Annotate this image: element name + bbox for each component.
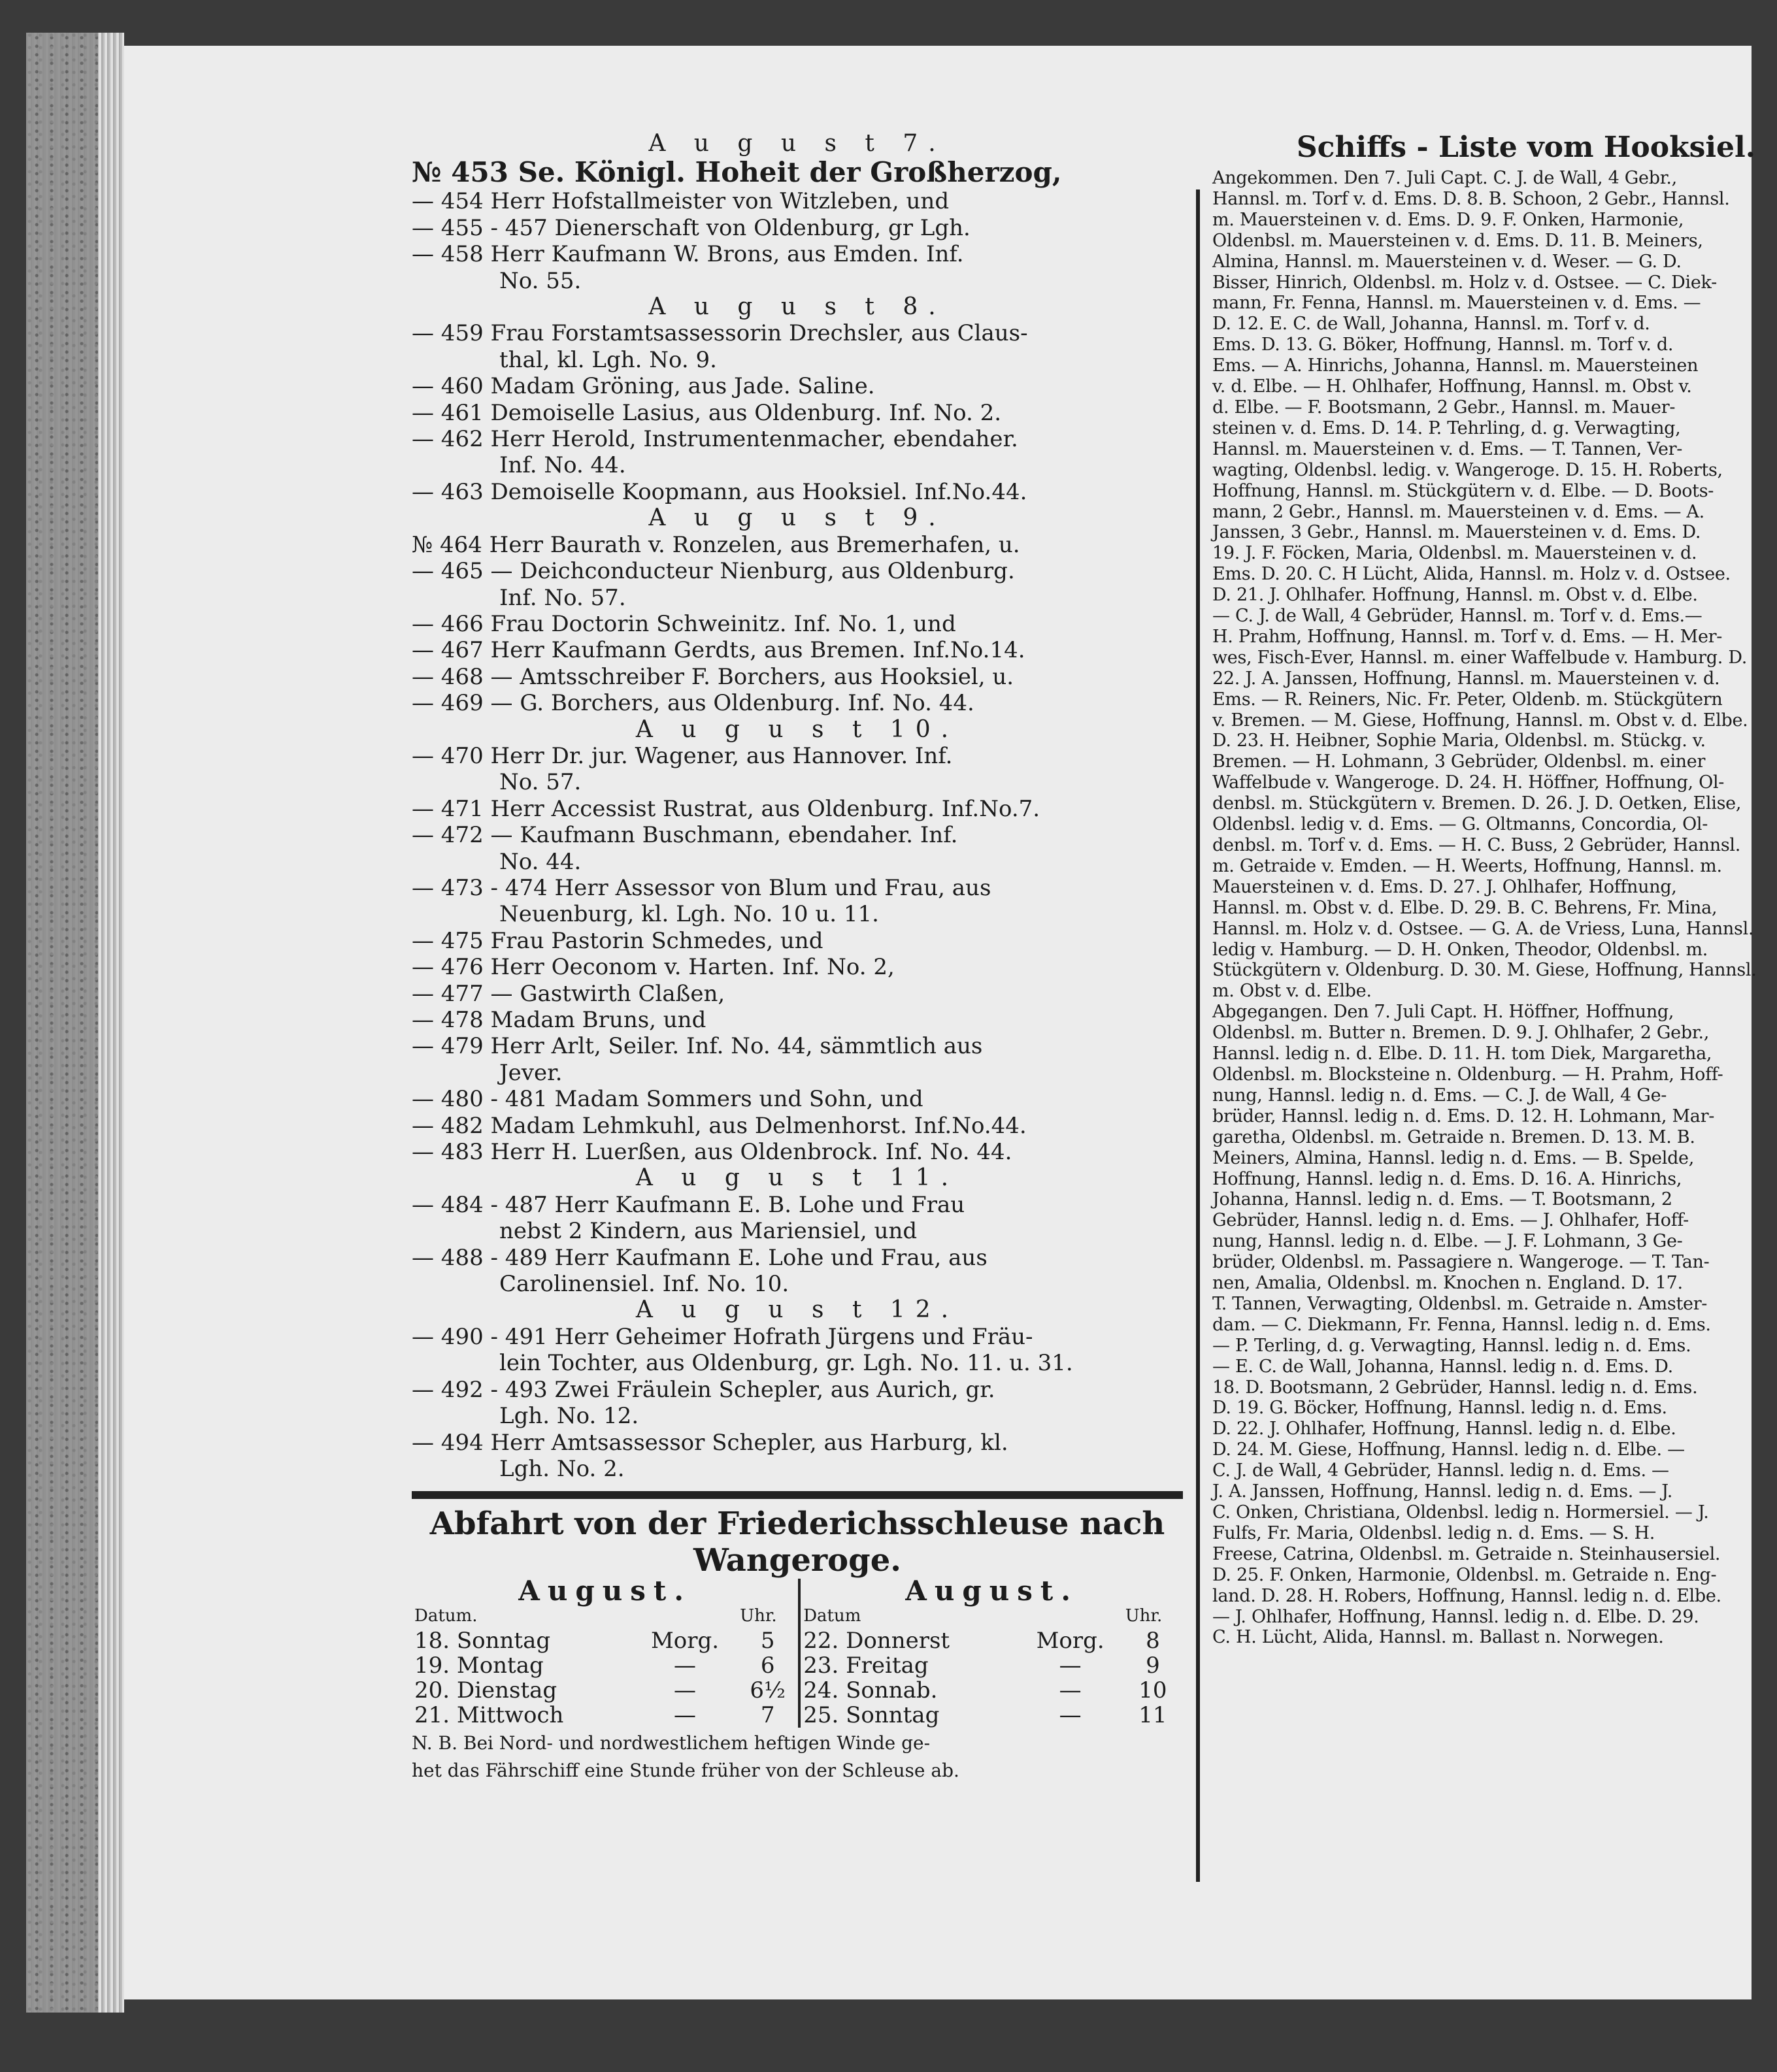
guest-entry: — 469 — G. Borchers, aus Oldenburg. Inf. No. 44. xyxy=(412,690,974,717)
ship-entry: Ems. — A. Hinrichs, Johanna, Hannsl. m. Mauersteinen xyxy=(1212,355,1699,376)
ship-entry: wagting, Oldenbsl. ledig. v. Wangeroge. D. 15. H. Roberts, xyxy=(1212,459,1723,480)
ship-entry: Gebrüder, Hannsl. ledig n. d. Ems. — J. Ohlhafer, Hoff- xyxy=(1212,1210,1689,1231)
ship-entry: v. d. Elbe. — H. Ohlhafer, Hoffnung, Hannsl. m. Obst v. xyxy=(1212,376,1692,397)
ferry-cell-u2: 11 xyxy=(1138,1702,1167,1729)
ship-entry: Almina, Hannsl. m. Mauersteinen v. d. Weser. — G. D. xyxy=(1212,251,1682,272)
ferry-month-left: August. xyxy=(518,1575,691,1607)
ship-entry: Hannsl. ledig n. d. Elbe. D. 11. H. tom Diek, Margaretha, xyxy=(1212,1044,1712,1064)
ship-entry: nung, Hannsl. ledig n. d. Elbe. — J. F. Lohmann, 3 Ge- xyxy=(1212,1231,1683,1252)
guest-entry: Inf. No. 57. xyxy=(499,584,626,611)
ship-entry: C. H. Lücht, Alida, Hannsl. m. Ballast n. Norwegen. xyxy=(1212,1627,1664,1648)
ferry-col-uhr: Uhr. xyxy=(740,1606,777,1626)
ferry-cell-u1: 6 xyxy=(760,1653,775,1679)
guest-entry: Jever. xyxy=(499,1059,563,1086)
ship-list-title: Schiffs - Liste vom Hooksiel. xyxy=(1296,131,1756,164)
guest-entry: — 479 Herr Arlt, Seiler. Inf. No. 44, sämmtlich aus xyxy=(412,1033,983,1060)
guest-entry: — 478 Madam Bruns, und xyxy=(412,1007,706,1033)
guest-entry: — 460 Madam Gröning, aus Jade. Saline. xyxy=(412,373,875,400)
guest-entry: — 475 Frau Pastorin Schmedes, und xyxy=(412,927,823,954)
guest-entry: — 477 — Gastwirth Claßen, xyxy=(412,980,725,1007)
ship-entry: garetha, Oldenbsl. m. Getraide n. Bremen. D. 13. M. B. xyxy=(1212,1126,1695,1147)
ship-entry: Oldenbsl. m. Blocksteine n. Oldenburg. — H. Prahm, Hoff- xyxy=(1212,1064,1723,1085)
ship-entry: Freese, Catrina, Oldenbsl. m. Getraide n. Steinhausersiel. xyxy=(1212,1543,1721,1564)
guest-entry: — 492 - 493 Zwei Fräulein Schepler, aus Aurich, gr. xyxy=(412,1376,995,1403)
guest-entry: thal, kl. Lgh. No. 9. xyxy=(499,346,717,373)
ship-entry: D. 12. E. C. de Wall, Johanna, Hannsl. m. Torf v. d. xyxy=(1212,314,1650,335)
ferry-cell-t2: Morg. xyxy=(1036,1628,1104,1654)
ship-entry: Ems. D. 13. G. Böker, Hoffnung, Hannsl. m. Torf v. d. xyxy=(1212,335,1674,355)
book-cover-edge xyxy=(26,33,98,2013)
ship-entry: dam. — C. Diekmann, Fr. Fenna, Hannsl. ledig n. d. Ems. xyxy=(1212,1314,1711,1335)
guest-entry: — 490 - 491 Herr Geheimer Hofrath Jürgens und Fräu- xyxy=(412,1323,1033,1350)
guest-entry: — 462 Herr Herold, Instrumentenmacher, ebendaher. xyxy=(412,426,1018,453)
ship-entry: Hoffnung, Hannsl. m. Stückgütern v. d. Elbe. — D. Boots- xyxy=(1212,480,1714,501)
ship-entry: — E. C. de Wall, Johanna, Hannsl. ledig n. d. Ems. D. xyxy=(1212,1356,1673,1377)
guest-entry: — 468 — Amtsschreiber F. Borchers, aus Hooksiel, u. xyxy=(412,663,1014,690)
ship-entry: brüder, Oldenbsl. m. Passagiere n. Wangeroge. — T. Tan- xyxy=(1212,1252,1710,1273)
ship-entry: d. Elbe. — F. Bootsmann, 2 Gebr., Hannsl. m. Mauer- xyxy=(1212,397,1676,418)
guest-entry: No. 44. xyxy=(499,848,582,875)
guest-entry: — 463 Demoiselle Koopmann, aus Hooksiel. Inf.No.44. xyxy=(412,478,1027,505)
ship-entry: nung, Hannsl. ledig n. d. Ems. — C. J. de Wall, 4 Ge- xyxy=(1212,1085,1667,1106)
guest-entry: Lgh. No. 12. xyxy=(499,1403,639,1430)
ferry-col-datum: Datum. xyxy=(414,1606,478,1626)
ship-entry: Janssen, 3 Gebr., Hannsl. m. Mauersteinen v. d. Ems. D. xyxy=(1212,522,1701,543)
ship-entry: J. A. Janssen, Hoffnung, Hannsl. ledig n. d. Ems. — J. xyxy=(1212,1481,1673,1502)
ship-entry: land. D. 28. H. Robers, Hoffnung, Hannsl. ledig n. d. Elbe. xyxy=(1212,1585,1721,1606)
guest-list-column xyxy=(412,131,1183,1783)
ship-entry: D. 19. G. Böcker, Hoffnung, Hannsl. ledig n. d. Ems. xyxy=(1212,1398,1667,1419)
guest-entry: — 454 Herr Hofstallmeister von Witzleben, und xyxy=(412,188,950,215)
guest-entry: — 482 Madam Lehmkuhl, aus Delmenhorst. Inf.No.44. xyxy=(412,1112,1027,1139)
ferry-cell-t2: — xyxy=(1059,1653,1082,1679)
ship-entry: D. 25. F. Onken, Harmonie, Oldenbsl. m. Getraide n. Eng- xyxy=(1212,1564,1717,1585)
ship-entry: v. Bremen. — M. Giese, Hoffnung, Hannsl. m. Obst v. d. Elbe. xyxy=(1212,710,1748,731)
ship-entry: 18. D. Bootsmann, 2 Gebrüder, Hannsl. ledig n. d. Ems. xyxy=(1212,1377,1698,1398)
ferry-cell-t2: — xyxy=(1059,1677,1082,1704)
ship-entry: mann, Fr. Fenna, Hannsl. m. Mauersteinen v. d. Ems. — xyxy=(1212,293,1701,314)
column-divider xyxy=(1196,189,1200,1882)
ship-entry: Mauersteinen v. d. Ems. D. 27. J. Ohlhafer, Hoffnung, xyxy=(1212,876,1677,897)
ship-entry: D. 24. M. Giese, Hoffnung, Hannsl. ledig n. d. Elbe. — xyxy=(1212,1439,1685,1460)
ship-entry: Ems. D. 20. C. H Lücht, Alida, Hannsl. m. Holz v. d. Ostsee. xyxy=(1212,564,1731,585)
ship-entry: steinen v. d. Ems. D. 14. P. Tehrling, d. g. Verwagting, xyxy=(1212,418,1681,438)
guest-entry: — 459 Frau Forstamtsassessorin Drechsler, aus Claus- xyxy=(412,320,1028,347)
ferry-row xyxy=(412,1653,1183,1678)
ship-list xyxy=(1212,168,1777,1648)
date-heading: A u g u s t 9. xyxy=(648,504,946,532)
guest-entry: — 472 — Kaufmann Buschmann, ebendaher. Inf. xyxy=(412,822,958,849)
ship-entry: D. 22. J. Ohlhafer, Hoffnung, Hannsl. ledig n. d. Elbe. xyxy=(1212,1419,1676,1439)
ship-entry: — P. Terling, d. g. Verwagting, Hannsl. ledig n. d. Ems. xyxy=(1212,1335,1691,1356)
ship-entry: — J. Ohlhafer, Hoffnung, Hannsl. ledig n. d. Elbe. D. 29. xyxy=(1212,1606,1699,1627)
ferry-cell-d2: 24. Sonnab. xyxy=(799,1678,1018,1703)
ferry-cell-u2: 10 xyxy=(1138,1677,1167,1704)
ship-entry: Meiners, Almina, Hannsl. ledig n. d. Ems. — B. Spelde, xyxy=(1212,1147,1695,1168)
ship-entry: C. Onken, Christiana, Oldenbsl. ledig n. Hormersiel. — J. xyxy=(1212,1502,1709,1522)
ship-entry: 22. J. A. Janssen, Hoffnung, Hannsl. m. Mauersteinen v. d. xyxy=(1212,668,1720,689)
guest-entry: — 480 - 481 Madam Sommers und Sohn, und xyxy=(412,1086,923,1113)
ship-entry: Waffelbude v. Wangeroge. D. 24. H. Höffner, Hoffnung, Ol- xyxy=(1212,772,1725,793)
ship-entry: Johanna, Hannsl. ledig n. d. Ems. — T. Bootsmann, 2 xyxy=(1212,1189,1672,1210)
ship-entry: Stückgütern v. Oldenburg. D. 30. M. Giese, Hoffnung, Hannsl. xyxy=(1212,960,1757,981)
ferry-month-right: August. xyxy=(799,1579,1183,1603)
guest-entry: — 465 — Deichconducteur Nienburg, aus Oldenburg. xyxy=(412,558,1015,585)
ship-entry: C. J. de Wall, 4 Gebrüder, Hannsl. ledig n. d. Ems. — xyxy=(1212,1460,1669,1481)
ferry-schedule xyxy=(412,1505,1183,1783)
ferry-cell-d1: 18. Sonntag xyxy=(414,1628,551,1654)
ferry-cell-u2: 8 xyxy=(1146,1628,1160,1654)
ferry-cell-t1: — xyxy=(674,1702,697,1729)
ship-entry: Oldenbsl. m. Butter n. Bremen. D. 9. J. Ohlhafer, 2 Gebr., xyxy=(1212,1023,1710,1044)
ship-entry: denbsl. m. Torf v. d. Ems. — H. C. Buss, 2 Gebrüder, Hannsl. xyxy=(1212,835,1741,855)
date-heading: A u g u s t 10. xyxy=(635,715,959,743)
date-heading: A u g u s t 11. xyxy=(635,1164,959,1192)
guest-entry: — 484 - 487 Herr Kaufmann E. B. Lohe und Frau xyxy=(412,1191,965,1218)
ferry-cell-d2: 22. Donnerst xyxy=(799,1628,1018,1653)
ship-entry: nen, Amalia, Oldenbsl. m. Knochen n. England. D. 17. xyxy=(1212,1273,1683,1294)
ferry-cell-u1: 5 xyxy=(760,1628,775,1654)
guest-entry: — 473 - 474 Herr Assessor von Blum und Frau, aus xyxy=(412,874,991,901)
guest-entry: — 488 - 489 Herr Kaufmann E. Lohe und Frau, aus xyxy=(412,1244,988,1271)
ship-entry: Hoffnung, Hannsl. ledig n. d. Ems. D. 16. A. Hinrichs, xyxy=(1212,1168,1682,1189)
ferry-note-line2: het das Fährschiff eine Stunde früher von der Schleuse ab. xyxy=(412,1760,959,1782)
ship-entry: Bremen. — H. Lohmann, 3 Gebrüder, Oldenbsl. m. einer xyxy=(1212,751,1706,772)
ferry-table xyxy=(412,1575,1183,1729)
guest-entry: — 461 Demoiselle Lasius, aus Oldenburg. Inf. No. 2. xyxy=(412,399,1002,426)
ship-entry: 19. J. F. Föcken, Maria, Oldenbsl. m. Mauersteinen v. d. xyxy=(1212,543,1697,564)
ferry-row xyxy=(412,1703,1183,1728)
ship-entry: mann, 2 Gebr., Hannsl. m. Mauersteinen v. d. Ems. — A. xyxy=(1212,501,1704,522)
ship-entry: Oldenbsl. m. Mauersteinen v. d. Ems. D. 11. B. Meiners, xyxy=(1212,230,1703,251)
ferry-rows xyxy=(412,1628,1183,1728)
guest-entry: № 453 Se. Königl. Hoheit der Großherzog, xyxy=(412,156,1062,189)
ship-entry: D. 21. J. Ohlhafer. Hoffnung, Hannsl. m. Obst v. d. Elbe. xyxy=(1212,585,1698,606)
guest-entry: — 467 Herr Kaufmann Gerdts, aus Bremen. Inf.No.14. xyxy=(412,637,1025,664)
date-heading: A u g u s t 8. xyxy=(648,293,946,321)
guest-entry: — 466 Frau Doctorin Schweinitz. Inf. No. 1, und xyxy=(412,610,956,637)
guest-entry: — 476 Herr Oeconom v. Harten. Inf. No. 2, xyxy=(412,954,895,981)
ship-entry: Hannsl. m. Mauersteinen v. d. Ems. — T. Tannen, Ver- xyxy=(1212,438,1683,459)
guest-entry: nebst 2 Kindern, aus Mariensiel, und xyxy=(499,1218,918,1245)
ferry-cell-t1: — xyxy=(674,1653,697,1679)
guest-list xyxy=(412,131,1183,1482)
ship-entry: Fulfs, Fr. Maria, Oldenbsl. ledig n. d. Ems. — S. H. xyxy=(1212,1522,1655,1543)
guest-entry: No. 55. xyxy=(499,267,582,294)
ferry-row xyxy=(412,1678,1183,1703)
ship-entry: Hannsl. m. Holz v. d. Ostsee. — G. A. de Vriess, Luna, Hannsl. xyxy=(1212,918,1754,939)
newspaper-page xyxy=(124,46,1757,1999)
ship-entry: — C. J. de Wall, 4 Gebrüder, Hannsl. m. Torf v. d. Ems.— xyxy=(1212,606,1702,627)
ship-entry: m. Mauersteinen v. d. Ems. D. 9. F. Onken, Harmonie, xyxy=(1212,209,1684,230)
date-heading: A u g u s t 7. xyxy=(648,130,946,157)
ship-entry: Hannsl. m. Obst v. d. Elbe. D. 29. B. C. Behrens, Fr. Mina, xyxy=(1212,897,1718,918)
ship-entry: D. 23. H. Heibner, Sophie Maria, Oldenbsl. m. Stückg. v. xyxy=(1212,731,1706,751)
ferry-note-line1: N. B. Bei Nord- und nordwestlichem heftigen Winde ge- xyxy=(412,1732,931,1754)
ship-entry: Hannsl. m. Torf v. d. Ems. D. 8. B. Schoon, 2 Gebr., Hannsl. xyxy=(1212,188,1730,209)
ferry-cell-d2: 25. Sonntag xyxy=(799,1703,1018,1728)
guest-entry: Carolinensiel. Inf. No. 10. xyxy=(499,1271,789,1298)
date-heading: A u g u s t 12. xyxy=(635,1296,959,1324)
ship-entry: m. Obst v. d. Elbe. xyxy=(1212,981,1372,1002)
ship-entry: brüder, Hannsl. ledig n. d. Ems. D. 12. H. Lohmann, Mar- xyxy=(1212,1106,1715,1126)
ferry-cell-u1: 7 xyxy=(760,1702,775,1729)
ferry-col-datum-2: Datum xyxy=(799,1603,1018,1628)
ferry-cell-d1: 19. Montag xyxy=(414,1653,544,1679)
ship-entry: Oldenbsl. ledig v. d. Ems. — G. Oltmanns, Concordia, Ol- xyxy=(1212,814,1708,835)
ferry-cell-u2: 9 xyxy=(1146,1653,1160,1679)
guest-entry: No. 57. xyxy=(499,769,582,796)
guest-entry: — 455 - 457 Dienerschaft von Oldenburg, gr Lgh. xyxy=(412,214,971,241)
guest-entry: — 471 Herr Accessist Rustrat, aus Oldenburg. Inf.No.7. xyxy=(412,795,1040,822)
ship-entry: ledig v. Hamburg. — D. H. Onken, Theodor, Oldenbsl. m. xyxy=(1212,939,1708,960)
ferry-cell-d1: 20. Dienstag xyxy=(414,1677,557,1704)
ship-entry: m. Getraide v. Emden. — H. Weerts, Hoffnung, Hannsl. m. xyxy=(1212,855,1722,876)
ferry-cell-t1: Morg. xyxy=(650,1628,720,1654)
guest-entry: — 458 Herr Kaufmann W. Brons, aus Emden. Inf. xyxy=(412,241,964,268)
ferry-cell-d1: 21. Mittwoch xyxy=(414,1702,564,1729)
ferry-cell-d2: 23. Freitag xyxy=(799,1653,1018,1678)
ferry-cell-t2: — xyxy=(1059,1702,1082,1729)
ship-entry: Angekommen. Den 7. Juli Capt. C. J. de Wall, 4 Gebr., xyxy=(1212,168,1677,188)
ship-entry: Ems. — R. Reiners, Nic. Fr. Peter, Oldenb. m. Stückgütern xyxy=(1212,689,1723,710)
ferry-cell-t1: — xyxy=(674,1677,697,1704)
section-divider xyxy=(412,1491,1183,1499)
guest-entry: № 464 Herr Baurath v. Ronzelen, aus Bremerhafen, u. xyxy=(412,531,1020,558)
ferry-col-uhr-2: Uhr. xyxy=(1125,1606,1163,1626)
guest-entry: — 494 Herr Amtsassessor Schepler, aus Harburg, kl. xyxy=(412,1429,1008,1456)
ferry-title-line2: Wangeroge. xyxy=(693,1542,901,1579)
guest-entry: Lgh. No. 2. xyxy=(499,1455,625,1482)
guest-entry: — 483 Herr H. Luerßen, aus Oldenbrock. Inf. No. 44. xyxy=(412,1139,1012,1166)
ferry-cell-u1: 6½ xyxy=(750,1677,786,1704)
ferry-row xyxy=(412,1628,1183,1653)
guest-entry: Inf. No. 44. xyxy=(499,452,626,479)
ship-entry: H. Prahm, Hoffnung, Hannsl. m. Torf v. d. Ems. — H. Mer- xyxy=(1212,626,1723,647)
ship-entry: T. Tannen, Verwagting, Oldenbsl. m. Getraide n. Amster- xyxy=(1212,1293,1708,1314)
ferry-title-line1: Abfahrt von der Friederichsschleuse nach xyxy=(429,1505,1165,1543)
ship-entry: Abgegangen. Den 7. Juli Capt. H. Höffner, Hoffnung, xyxy=(1212,1002,1674,1023)
guest-entry: Neuenburg, kl. Lgh. No. 10 u. 11. xyxy=(499,901,879,928)
ship-list-column xyxy=(1212,131,1777,1648)
guest-entry: — 470 Herr Dr. jur. Wagener, aus Hannover. Inf. xyxy=(412,742,953,769)
ship-entry: Bisser, Hinrich, Oldenbsl. m. Holz v. d. Ostsee. — C. Diek- xyxy=(1212,272,1717,293)
ship-entry: wes, Fisch-Ever, Hannsl. m. einer Waffelbude v. Hamburg. D. xyxy=(1212,647,1748,668)
ship-entry: denbsl. m. Stückgütern v. Bremen. D. 26. J. D. Oetken, Elise, xyxy=(1212,793,1742,814)
guest-entry: lein Tochter, aus Oldenburg, gr. Lgh. No. 11. u. 31. xyxy=(499,1350,1073,1377)
